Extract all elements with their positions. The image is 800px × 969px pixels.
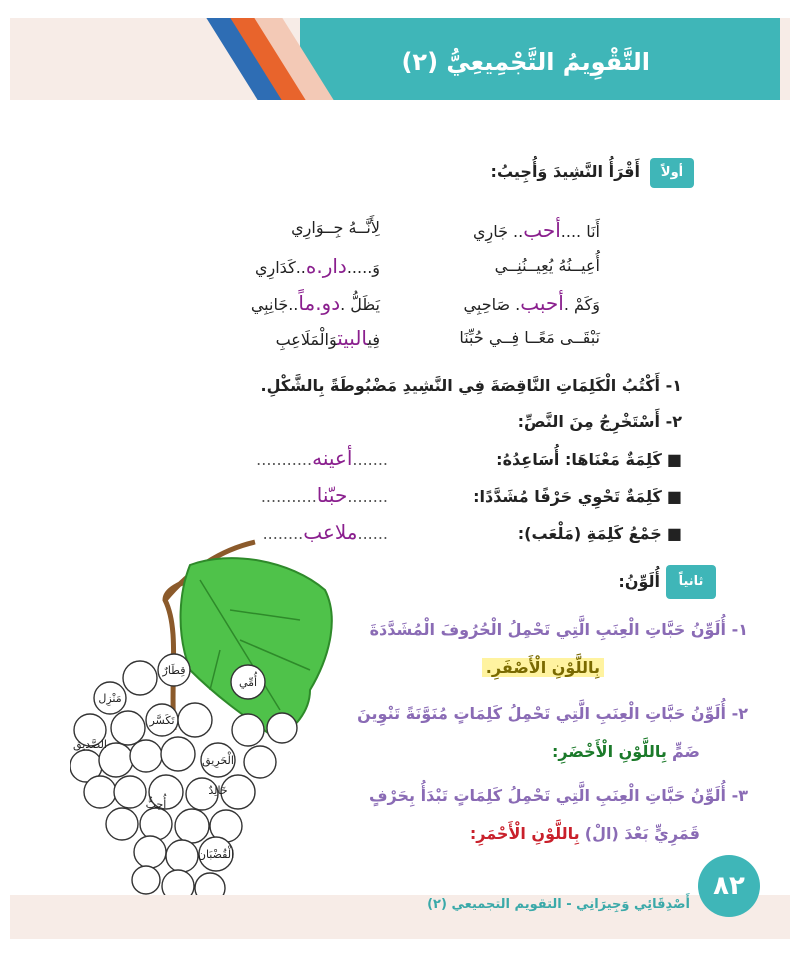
poem-text: ..جَانِبِي: [250, 295, 299, 314]
dots: ...........: [256, 450, 313, 469]
dots: ...........: [260, 487, 317, 506]
green-color-label: بِاللَّوْنِ الْأَخْضَرِ:: [552, 742, 667, 761]
section1-instruction: أَقْرَأُ النَّشِيدَ وَأُجِيبُ:: [490, 162, 640, 181]
grape-label-love: أُحِبُّ: [145, 798, 167, 811]
poem-text: نَبْقَــى مَعًــا فِــي حُبِّنَا: [459, 328, 600, 347]
handwritten-answer: حبّنا: [316, 483, 348, 507]
bullet-square-icon: ■: [661, 487, 682, 506]
handwritten-answer: أحب: [523, 218, 561, 242]
poem-text: أَنَا ....: [560, 222, 600, 241]
handwritten-answer: أعينه: [312, 446, 353, 470]
poem-line-4-right: [459, 328, 600, 347]
grape-label-broke: تَكَسَّر: [149, 714, 175, 727]
extract-item-2: [473, 487, 682, 506]
red-color-label: بِاللَّوْنِ الْأَحْمَرِ:: [469, 824, 580, 843]
grape-label-khalid: خَالِدٌ: [208, 784, 228, 797]
color-question-2-color: [552, 742, 700, 761]
handwritten-answer: البيت: [337, 326, 368, 350]
poem-text: ..كَدَارِي: [254, 258, 306, 277]
poem-text: أُعِيــنُهُ يُعِيــنُنِــي: [494, 256, 600, 275]
dots: .......: [352, 450, 388, 469]
page-number: ٨٢: [698, 855, 760, 917]
grape-label-friend: الصَّدِيق: [73, 738, 107, 751]
extract-item-1: [496, 450, 682, 469]
poem-line-3-left: [251, 291, 380, 315]
extract-answer-2: [261, 483, 388, 507]
poem-text: وَالْمَلَاعِبِ: [275, 330, 338, 349]
color-question-2: ٢- أُلَوِّنُ حَبَّاتِ الْعِنَبِ الَّتِي تَحْمِلُ كَلِمَاتٍ مُنَوَّنَةً تَنْوِينَ: [357, 704, 748, 723]
handwritten-answer: ملاعب: [303, 520, 358, 544]
grape-label-mother: أُمِّي: [238, 676, 258, 689]
poem-text: يَظَلُّ .: [340, 295, 380, 314]
handwritten-answer: دار.ه: [305, 254, 347, 278]
dots: ......: [357, 524, 388, 543]
color-question-2-pre: ضَمٍّ: [671, 742, 700, 761]
extract-item-3: [518, 524, 682, 543]
poem-text: . صَاحِبِي: [463, 295, 521, 314]
extract-answer-1: [256, 446, 388, 470]
section2-instruction: أُلَوِّنُ:: [618, 572, 660, 591]
grape-label-rails: الْقُضْبَان: [197, 848, 235, 861]
question-1: ١- أَكْتُبُ الْكَلِمَاتِ النَّاقِصَةَ فِي النَّشِيدِ مَضْبُوطَةً بِالشَّكْلِ.: [260, 376, 682, 395]
item-label: كَلِمَةٌ مَعْنَاهَا: أُسَاعِدُهُ:: [496, 450, 662, 469]
dots: ........: [262, 524, 304, 543]
poem-line-4-left: [276, 326, 380, 350]
poem-text: وَ.....: [346, 258, 380, 277]
grape-label-train: قِطَارٌ: [162, 664, 186, 677]
grape-label-fire: الْحَرِيق: [202, 754, 234, 767]
poem-text: .. جَارِي: [472, 222, 524, 241]
color-question-3-color: [470, 824, 700, 843]
section2-badge: ثانياً: [666, 565, 716, 599]
color-question-3: ٣- أُلَوِّنُ حَبَّاتِ الْعِنَبِ الَّتِي تَحْمِلُ كَلِمَاتٍ تَبْدَأُ بِحَرْفٍ: [368, 786, 748, 805]
bullet-square-icon: ■: [661, 450, 682, 469]
footer-text: أَصْدِقَائِي وَجِيرَانِي - التقويم التجميعي (٢): [427, 897, 690, 912]
poem-text: لِأَنَّــهُ جِــوَارِي: [291, 218, 380, 237]
page-title: التَّقْوِيمُ التَّجْمِيعِيُّ (٢): [401, 48, 650, 76]
question-2: ٢- أَسْتَخْرِجُ مِنَ النَّصِّ:: [517, 412, 682, 431]
poem-line-3-right: [464, 291, 600, 315]
grape-label-house: مَنْزِل: [98, 692, 122, 705]
color-question-1: ١- أُلَوِّنُ حَبَّاتِ الْعِنَبِ الَّتِي تَحْمِلُ الْحُرُوفَ الْمُشَدَّدَةَ: [369, 620, 748, 639]
bullet-square-icon: ■: [661, 524, 682, 543]
section1-badge: أولاً: [650, 158, 694, 188]
poem-text: وَكَمْ .: [563, 295, 600, 314]
handwritten-answer: أحبب: [520, 291, 564, 315]
poem-text: فِي: [367, 330, 380, 349]
poem-line-1-left: [291, 218, 380, 237]
poem-line-1-right: [473, 218, 600, 242]
poem-line-2-right: [495, 256, 600, 275]
item-label: كَلِمَةٌ تَحْوِي حَرْفًا مُشَدَّدًا:: [473, 487, 662, 506]
grape-cluster: [70, 530, 350, 910]
color-question-1-color: [482, 658, 604, 677]
item-label: جَمْعُ كَلِمَةِ (مَلْعَب):: [517, 524, 662, 543]
color-question-3-pre: قَمَرِيٍّ بَعْدَ (الْ): [584, 824, 700, 843]
handwritten-answer: دو.ماً: [298, 291, 341, 315]
yellow-color-label: بِاللَّوْنِ الْأَصْفَرِ.: [482, 658, 604, 677]
dots: ........: [347, 487, 388, 506]
poem-line-2-left: [255, 254, 380, 278]
